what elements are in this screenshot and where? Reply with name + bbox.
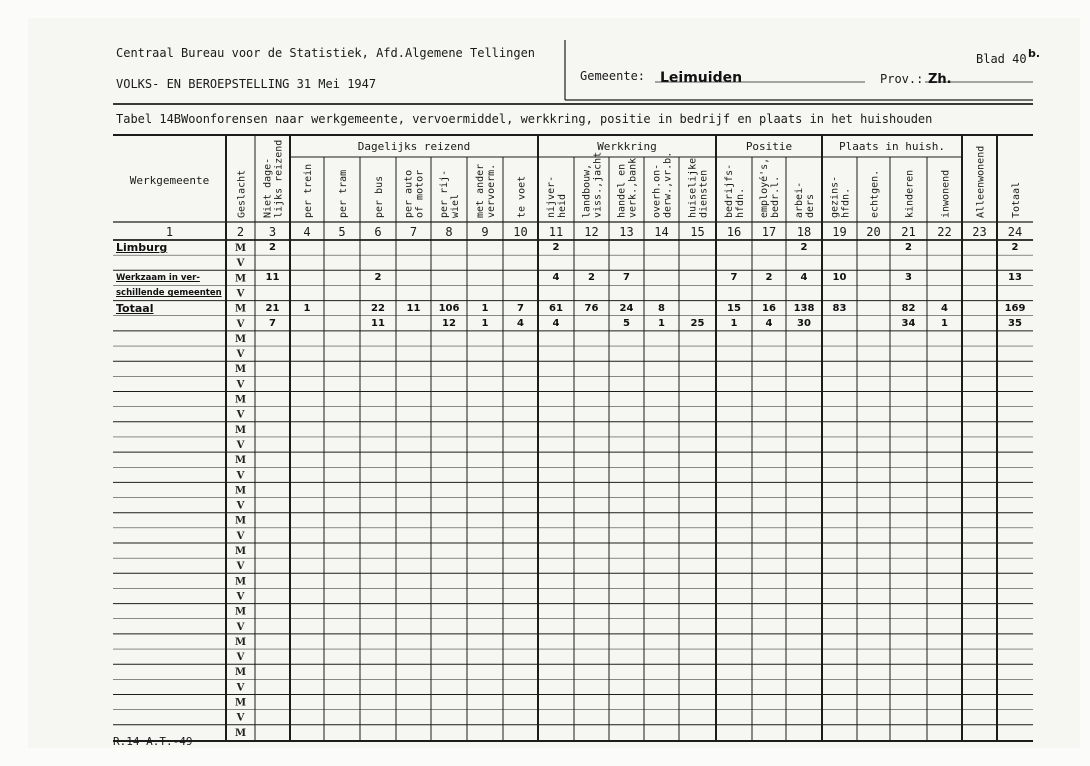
gender-label: M xyxy=(234,273,247,285)
column-number: 10 xyxy=(513,225,528,239)
gender-label: V xyxy=(236,258,245,270)
table-cell-col-12: 76 xyxy=(584,302,599,314)
gender-label: M xyxy=(234,364,247,376)
table-cell-col-16: 7 xyxy=(730,272,738,284)
column-number: 9 xyxy=(481,225,489,239)
column-header: huiselijke xyxy=(687,157,699,218)
table-cell-col-6: 22 xyxy=(371,302,385,314)
column-header: arbei- xyxy=(794,181,805,218)
gender-label: M xyxy=(234,606,247,618)
column-number: 23 xyxy=(972,225,987,239)
column-number: 5 xyxy=(338,225,346,239)
gender-label: V xyxy=(236,379,245,391)
column-number: 20 xyxy=(866,225,881,239)
column-header: gezins- xyxy=(829,175,841,218)
gender-label: M xyxy=(234,636,247,648)
column-number: 3 xyxy=(268,225,277,239)
gender-label: V xyxy=(236,349,245,361)
gender-label: M xyxy=(234,515,247,527)
table-cell-col-11: 4 xyxy=(552,317,560,329)
column-number: 18 xyxy=(796,225,812,239)
gender-label: M xyxy=(234,303,247,315)
column-number: 16 xyxy=(726,225,742,239)
column-number: 4 xyxy=(303,225,311,239)
column-header: heid xyxy=(557,193,568,218)
table-cell-col-12: 2 xyxy=(588,272,595,284)
table-cell-col-3: 2 xyxy=(269,242,276,253)
prov-label: Prov.: xyxy=(880,72,924,86)
werkgemeente-name: Limburg xyxy=(116,241,168,254)
column-header: hfdn. xyxy=(840,187,852,218)
gender-label: V xyxy=(236,318,245,330)
table-cell-col-21: 2 xyxy=(905,242,912,253)
column-number: 24 xyxy=(1007,225,1023,239)
column-header: overh.on- xyxy=(651,163,663,218)
column-header: handel en xyxy=(616,163,628,218)
column-header: per trein xyxy=(303,163,314,218)
table-cell-col-10: 4 xyxy=(517,317,524,329)
gender-label: M xyxy=(234,394,247,406)
column-header: echtgen. xyxy=(869,169,881,218)
table-cell-col-6: 11 xyxy=(371,317,385,329)
table-cell-col-8: 12 xyxy=(442,317,456,329)
column-number: 14 xyxy=(654,225,669,239)
gender-label: V xyxy=(236,682,245,694)
column-header: derw.,vr.b. xyxy=(662,151,674,218)
table-cell-col-24: 2 xyxy=(1011,242,1019,253)
werkgemeente-name: schillende gemeenten xyxy=(116,288,222,299)
column-header: of motor xyxy=(414,169,426,218)
column-number: 1 xyxy=(165,225,174,239)
table-cell-col-21: 82 xyxy=(901,302,916,314)
gender-label: V xyxy=(236,470,245,482)
gender-label: M xyxy=(234,485,247,497)
table-title: Tabel 14BWoonforensen naar werkgemeente, vervoermiddel, werkkring, positie in bedrijf en plaats in het huishouden xyxy=(116,112,933,126)
table-cell-col-17: 2 xyxy=(765,272,773,284)
table-cell-col-22: 4 xyxy=(941,302,948,314)
column-header: viss.,jacht xyxy=(592,151,604,218)
gemeente-label: Gemeente: xyxy=(580,69,646,83)
column-header: Totaal xyxy=(1011,181,1022,218)
column-number: 8 xyxy=(445,225,453,239)
gemeente-value: Leimuiden xyxy=(660,70,743,86)
column-number: 21 xyxy=(901,225,916,239)
table-cell-col-11: 61 xyxy=(549,302,563,314)
gender-label: M xyxy=(234,697,247,709)
column-header: Niet dage- xyxy=(262,157,274,218)
gender-label: V xyxy=(236,500,245,512)
column-header: bedr.l. xyxy=(770,175,781,218)
census-line: VOLKS- EN BEROEPSTELLING 31 Mei 1947 xyxy=(116,77,377,91)
column-header: Alleenwonend xyxy=(975,145,987,218)
table-cell-col-13: 7 xyxy=(623,272,630,284)
gender-label: M xyxy=(234,243,247,254)
table-cell-col-18: 2 xyxy=(800,242,808,253)
column-number: 22 xyxy=(937,225,952,239)
werkgemeente-name: Werkzaam in ver- xyxy=(116,273,200,284)
group-dagelijks-reizend: Dagelijks reizend xyxy=(357,140,471,153)
column-header: lijks reizend xyxy=(273,139,285,218)
gender-label: M xyxy=(234,546,247,557)
table-cell-col-17: 4 xyxy=(765,317,773,329)
column-header: vervoerm. xyxy=(486,163,497,218)
gender-label: M xyxy=(234,576,247,588)
column-number: 17 xyxy=(761,225,777,239)
table-cell-col-15: 25 xyxy=(690,317,705,329)
gender-label: V xyxy=(236,530,245,542)
column-header: kinderen xyxy=(904,169,916,218)
form-code: R.14 A.T.-49 xyxy=(113,735,193,748)
gender-label: V xyxy=(236,288,245,300)
table-cell-col-14: 8 xyxy=(658,302,665,314)
table-cell-col-16: 15 xyxy=(727,302,741,314)
column-header: ders xyxy=(805,193,816,218)
table-cell-col-9: 1 xyxy=(481,317,489,329)
table-cell-col-19: 83 xyxy=(832,302,847,314)
column-header: met ander xyxy=(475,163,486,218)
table-cell-col-24: 35 xyxy=(1008,317,1022,329)
column-header: per bus xyxy=(374,175,385,218)
table-cell-col-24: 13 xyxy=(1008,272,1022,284)
column-header: te voet xyxy=(516,175,528,218)
column-number: 2 xyxy=(236,225,245,239)
table-cell-col-13: 5 xyxy=(623,317,630,329)
table-cell-col-22: 1 xyxy=(941,317,948,329)
table-cell-col-11: 4 xyxy=(552,272,560,284)
table-cell-col-6: 2 xyxy=(374,272,382,284)
gender-label: V xyxy=(236,409,245,421)
bureau-line: Centraal Bureau voor de Statistiek, Afd.Algemene Tellingen xyxy=(116,46,536,60)
werkgemeente-name: Totaal xyxy=(116,301,154,315)
table-cell-col-13: 24 xyxy=(619,302,634,314)
table-cell-col-4: 1 xyxy=(303,302,311,314)
column-number: 6 xyxy=(374,225,382,239)
table-cell-col-21: 3 xyxy=(905,272,912,284)
gender-label: M xyxy=(234,333,247,345)
column-number: 13 xyxy=(619,225,634,239)
column-number: 7 xyxy=(409,225,418,239)
group-plaats-in-huishouden: Plaats in huish. xyxy=(839,140,945,153)
table-cell-col-24: 169 xyxy=(1004,302,1026,314)
table-cell-col-14: 1 xyxy=(658,317,665,329)
column-header: diensten xyxy=(698,169,710,218)
table-cell-col-7: 11 xyxy=(406,302,421,314)
gender-label: M xyxy=(234,667,247,679)
column-header: verk.,bank xyxy=(627,157,639,218)
column-header-werkgemeente: Werkgemeente xyxy=(129,174,210,187)
table-cell-col-18: 4 xyxy=(800,272,808,284)
column-number: 11 xyxy=(548,225,564,239)
column-header: inwonend xyxy=(940,169,952,218)
gender-label: M xyxy=(234,424,247,436)
column-header: nijver- xyxy=(546,175,557,218)
table-cell-col-3: 7 xyxy=(269,317,276,329)
gender-label: V xyxy=(236,712,245,724)
column-header: bedrijfs- xyxy=(724,163,735,218)
column-number: 19 xyxy=(832,225,847,239)
blad-label: Blad 40 xyxy=(976,52,1027,66)
table-cell-col-18: 138 xyxy=(793,302,815,314)
table-cell-col-17: 16 xyxy=(762,302,776,314)
group-positie: Positie xyxy=(745,140,793,153)
gender-label: V xyxy=(236,652,245,664)
gender-label: V xyxy=(236,439,245,451)
gender-label: V xyxy=(236,621,245,633)
table-cell-col-8: 106 xyxy=(438,302,460,314)
table-cell-col-10: 7 xyxy=(517,302,524,314)
gender-label: M xyxy=(234,727,247,739)
table-cell-col-9: 1 xyxy=(481,302,489,314)
table-cell-col-11: 2 xyxy=(552,242,560,253)
prov-value: Zh. xyxy=(928,72,952,87)
column-header: employé's, xyxy=(759,157,770,218)
table-cell-col-19: 10 xyxy=(832,272,847,284)
table-cell-col-3: 21 xyxy=(265,302,280,314)
column-header: hfdn. xyxy=(735,187,746,218)
blad-suffix: b. xyxy=(1028,47,1041,60)
gender-label: V xyxy=(236,561,245,573)
gender-label: V xyxy=(236,591,245,603)
column-header: per tram xyxy=(338,169,349,218)
table-cell-col-16: 1 xyxy=(730,317,738,329)
column-header: Geslacht xyxy=(236,169,248,218)
column-header: landbouw, xyxy=(581,163,593,218)
column-number: 15 xyxy=(690,225,705,239)
column-number: 12 xyxy=(584,225,599,239)
column-header: wiel xyxy=(450,193,461,218)
column-header: per auto xyxy=(403,169,415,218)
group-werkkring: Werkkring xyxy=(597,140,657,153)
gender-label: M xyxy=(234,455,247,467)
column-header: per rij- xyxy=(439,169,450,218)
table-cell-col-3: 11 xyxy=(265,272,280,284)
table-cell-col-21: 34 xyxy=(901,317,916,329)
table-cell-col-18: 30 xyxy=(797,317,811,329)
